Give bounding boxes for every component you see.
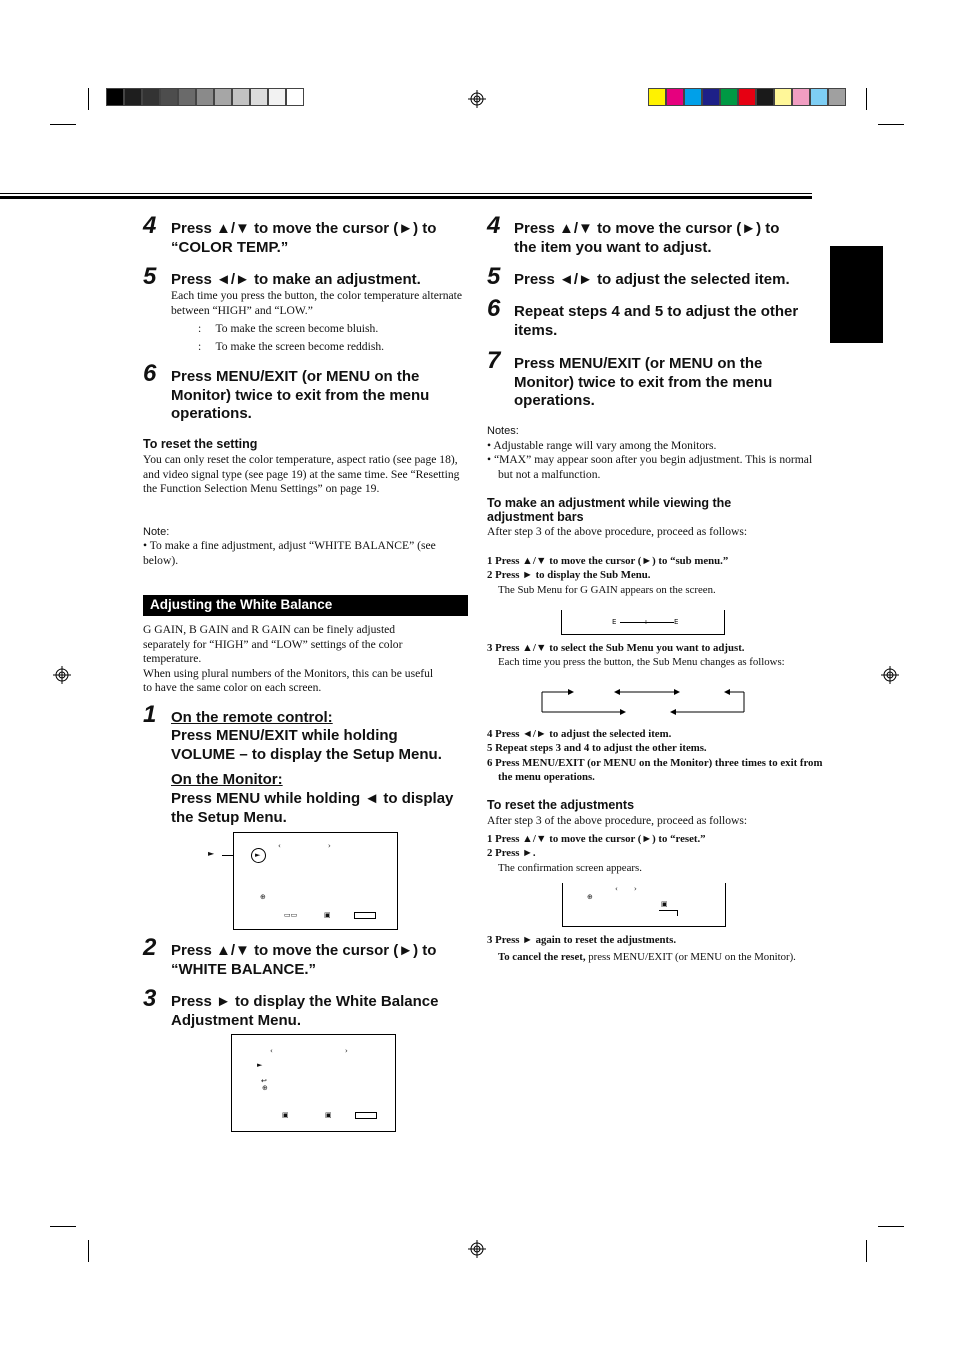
color-swatch: [702, 88, 720, 106]
step-heading: Press ► to display the White Balance Adjustment Menu.: [171, 993, 439, 1029]
color-swatch: [792, 88, 810, 106]
gray-swatch: [250, 88, 268, 106]
cursor-arrow-icon: ►: [257, 1061, 263, 1069]
exit-box: [354, 912, 376, 919]
step-heading: Press MENU/EXIT (or MENU on the Monitor) twice to exit from the menu operations.: [171, 368, 430, 422]
color-bar: [648, 88, 846, 106]
option-reddish: : To make the screen become reddish.: [198, 340, 385, 353]
step-heading: Press ◄/► to make an adjustment.: [171, 271, 421, 288]
crop-mark: [878, 1226, 904, 1227]
side-tab: [830, 246, 883, 343]
section-intro: G GAIN, B GAIN and R GAIN can be finely adjusted separately for “HIGH” and “LOW” settings of the color temperature. When using plural numbers of the Monitors, this can be useful to have the same color on each screen.: [143, 623, 434, 695]
step-number: 5: [487, 263, 501, 290]
registration-mark-icon: [468, 1240, 486, 1258]
step-number: 1: [143, 701, 157, 728]
max-mark-icon: E: [674, 618, 679, 626]
color-swatch: [684, 88, 702, 106]
step-heading: Press ▲/▼ to move the cursor (►) to “WHITE BALANCE.”: [171, 942, 437, 978]
step-heading: Press ◄/► to adjust the selected item.: [514, 271, 790, 288]
right-arrow-icon: ›: [345, 1047, 348, 1055]
crop-mark: [866, 1240, 867, 1262]
color-swatch: [738, 88, 756, 106]
color-swatch: [810, 88, 828, 106]
crop-mark: [878, 124, 904, 125]
crop-mark: [88, 88, 89, 110]
reset-step-1: 1 Press ▲/▼ to move the cursor (►) to “reset.”: [487, 833, 706, 845]
reset-intro: After step 3 of the above procedure, proceed as follows:: [487, 814, 748, 827]
color-swatch: [720, 88, 738, 106]
note-body: • To make a fine adjustment, adjust “WHITE BALANCE” (see below).: [143, 539, 436, 567]
header-rule: [0, 193, 812, 194]
select-icon: ▣: [661, 900, 668, 908]
reset-adjustments-heading: To reset the adjustments: [487, 798, 635, 812]
adjust-step-5: 5 Repeat steps 3 and 4 to adjust the other items.: [487, 742, 707, 754]
menu-icon: ▣: [282, 1111, 289, 1119]
note-heading: Note:: [143, 526, 170, 538]
gray-swatch: [268, 88, 286, 106]
color-swatch: [648, 88, 666, 106]
right-arrow-icon: ›: [328, 842, 331, 850]
step-heading: Press ▲/▼ to move the cursor (►) to “COLOR TEMP.”: [171, 220, 437, 256]
menu-icon: ▭▭: [284, 911, 298, 919]
color-swatch: [774, 88, 792, 106]
adjust-step-3: 3 Press ▲/▼ to select the Sub Menu you want to adjust.: [487, 642, 745, 654]
registration-mark-icon: [881, 666, 899, 684]
cancel-reset-text: [498, 950, 803, 964]
left-arrow-icon: ‹: [270, 1047, 273, 1055]
cancel-reset-bold: To cancel the reset,: [498, 951, 586, 963]
left-arrow-icon: ‹: [615, 885, 618, 893]
adjust-step-3-desc: Each time you press the button, the Sub Menu changes as follows:: [498, 656, 785, 668]
gray-swatch: [286, 88, 304, 106]
adjust-step-1: 1 Press ▲/▼ to move the cursor (►) to “sub menu.”: [487, 555, 729, 567]
gray-swatch: [160, 88, 178, 106]
note-item: • Adjustable range will vary among the Monitors.: [487, 439, 717, 452]
min-mark-icon: E: [612, 618, 617, 626]
crop-mark: [88, 1240, 89, 1262]
step-heading: Repeat steps 4 and 5 to adjust the other items.: [514, 303, 799, 339]
right-arrow-icon: ›: [634, 885, 637, 893]
lock-icon: ⊕: [262, 1084, 268, 1092]
gray-swatch: [124, 88, 142, 106]
gray-swatch: [106, 88, 124, 106]
adjust-bar: [620, 622, 674, 623]
white-balance-screen: [231, 1034, 396, 1132]
remote-label: On the remote control:: [171, 709, 333, 726]
monitor-instruction: Press MENU while holding ◄ to display the Setup Menu.: [171, 790, 454, 826]
remote-instruction: Press MENU/EXIT while holding VOLUME – to display the Setup Menu.: [171, 727, 442, 763]
confirm-line: [677, 910, 678, 916]
sub-menu-screen: [561, 610, 725, 635]
monitor-label: On the Monitor:: [171, 771, 283, 788]
exit-box: [355, 1112, 377, 1119]
confirmation-screen: [562, 883, 726, 927]
registration-mark-icon: [53, 666, 71, 684]
adjust-step-2: 2 Press ► to display the Sub Menu.: [487, 569, 651, 581]
sub-menu-cycle-diagram: [540, 686, 746, 716]
adjust-step-6: 6 Press MENU/EXIT (or MENU on the Monitor) three times to exit from the menu operations.: [487, 757, 823, 784]
adjustment-heading: To make an adjustment while viewing the adjustment bars: [487, 496, 732, 524]
section-title-bar: [143, 595, 468, 616]
select-icon: ▣: [324, 911, 331, 919]
adjust-step-2-desc: The Sub Menu for G GAIN appears on the screen.: [498, 584, 716, 596]
slider-marker-icon: ı: [645, 618, 647, 626]
reset-step-2-desc: The confirmation screen appears.: [498, 862, 642, 874]
section-title: Adjusting the White Balance: [150, 597, 333, 612]
notes-heading: Notes:: [487, 425, 519, 437]
step-number: 6: [143, 360, 157, 387]
gray-swatch: [196, 88, 214, 106]
lock-icon: ⊕: [587, 893, 593, 901]
setup-menu-screen: [233, 832, 398, 930]
select-icon: ▣: [325, 1111, 332, 1119]
step-heading: Press MENU/EXIT (or MENU on the Monitor) twice to exit from the menu operations.: [514, 355, 773, 409]
color-swatch: [756, 88, 774, 106]
crop-mark: [50, 1226, 76, 1227]
gray-swatch: [214, 88, 232, 106]
reset-body: You can only reset the color temperature, aspect ratio (see page 18), and video signal type (see page 19) at the same time. See “Resetting the Function Selection Menu Settings” on page 19.: [143, 453, 460, 496]
crop-mark: [866, 88, 867, 110]
step-number: 4: [487, 212, 501, 239]
reset-step-2: 2 Press ►.: [487, 847, 536, 859]
color-swatch: [666, 88, 684, 106]
play-icon: ►: [255, 851, 261, 859]
adjust-step-4: 4 Press ◄/► to adjust the selected item.: [487, 728, 672, 740]
confirm-line: [659, 910, 677, 911]
lock-icon: ⊕: [260, 893, 266, 901]
gray-swatch: [178, 88, 196, 106]
crop-mark: [50, 124, 76, 125]
step-number: 5: [143, 263, 157, 290]
gray-swatch: [232, 88, 250, 106]
adjustment-intro: After step 3 of the above procedure, proceed as follows:: [487, 525, 748, 538]
cancel-reset-rest: press MENU/EXIT (or MENU on the Monitor).: [585, 951, 796, 963]
color-swatch: [828, 88, 846, 106]
step-number: 2: [143, 934, 157, 961]
reset-step-3: 3 Press ► again to reset the adjustments.: [487, 934, 677, 946]
reset-heading: To reset the setting: [143, 437, 258, 451]
step-number: 3: [143, 985, 157, 1012]
step-number: 4: [143, 212, 157, 239]
registration-mark-icon: [468, 90, 486, 108]
header-rule-thick: [0, 196, 812, 199]
left-arrow-icon: ‹: [278, 842, 281, 850]
step-description: Each time you press the button, the color temperature alternate between “HIGH” and “LOW.”: [171, 289, 463, 317]
step-heading: Press ▲/▼ to move the cursor (►) to the item you want to adjust.: [514, 220, 780, 256]
return-icon: ↩: [261, 1077, 267, 1085]
option-bluish: : To make the screen become bluish.: [198, 322, 379, 335]
step-number: 6: [487, 295, 501, 322]
step-number: 7: [487, 347, 501, 374]
note-item: • “MAX” may appear soon after you begin adjustment. This is normal but not a malfunction.: [487, 453, 813, 481]
cursor-arrow-icon: ►: [208, 849, 215, 858]
gray-swatch: [142, 88, 160, 106]
grayscale-bar: [106, 88, 304, 106]
